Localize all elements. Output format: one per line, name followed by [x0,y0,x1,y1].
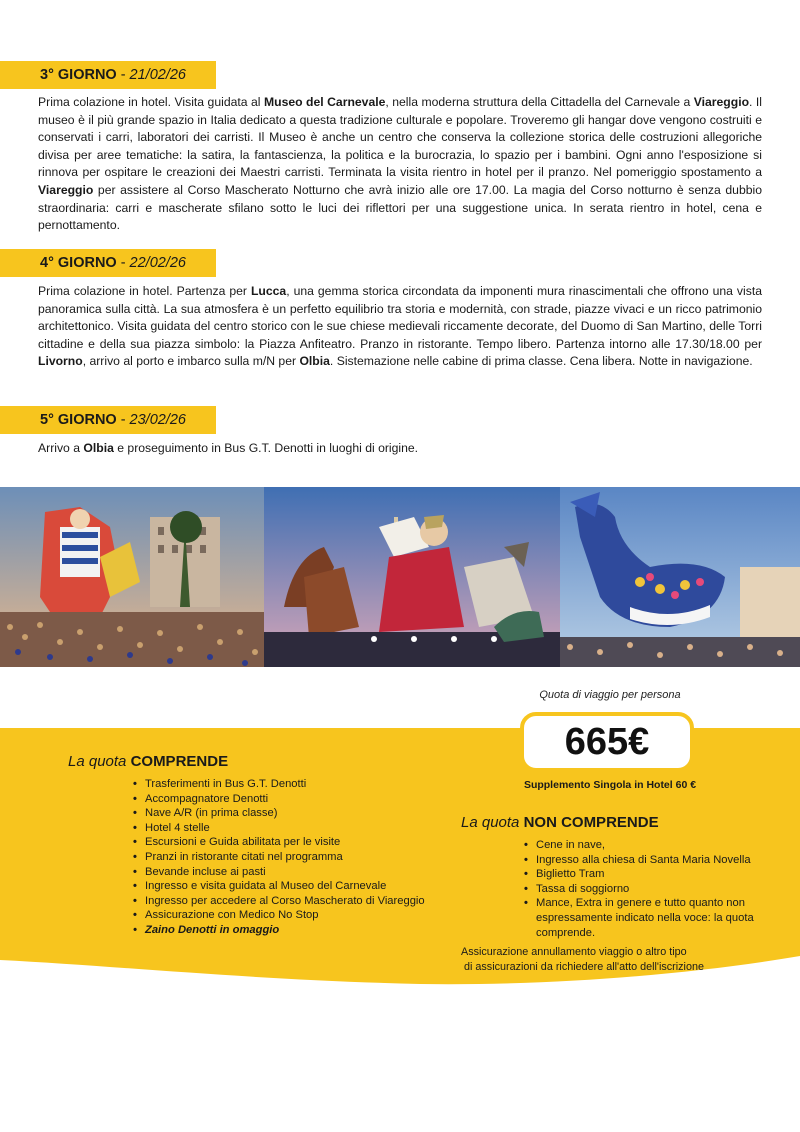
carnival-photo-3 [560,487,800,667]
insurance-note-line-2: di assicurazioni da richiedere all'atto dell'iscrizione [461,960,704,973]
list-item: • Trasferimenti in Bus G.T. Denotti [133,777,453,792]
day-5-date: 23/02/26 [129,412,186,428]
carnival-photo-strip [0,487,800,667]
insurance-note-line-1: Assicurazione annullamento viaggio o altro tipo [461,946,687,958]
list-item: • Zaino Denotti in omaggio [133,923,453,938]
single-supplement: Supplemento Singola in Hotel 60 € [523,779,697,791]
price-amount-box [520,712,694,772]
list-item: • Ingresso alla chiesa di Santa Maria Novella [524,853,756,868]
price-caption: Quota di viaggio per persona [539,689,681,701]
day-3-date: 21/02/26 [129,67,186,83]
excludes-title: La quota NON COMPRENDE [461,814,659,831]
day-4-label: 4° GIORNO [40,255,117,271]
day-3-description: Prima colazione in hotel. Visita guidata al Museo del Carnevale, nella moderna struttura della Cittadella del Carnevale a Viareggio. Il museo è il più grande spazio in Italia dedicato a questa tradizione culturale e popolare. Troveremo gli hangar dove vengono costruiti e conservati i carri, laboratori dei carristi. Il Museo è anche un centro che conserva la collezione storica delle costruzioni allegoriche divisa per aree tematiche: la satira, la fantascienza, la politica e la burocrazia, lo spazio per i bambini. Ogni anno l'esposizione si rinnova per ospitare le creazioni dei Maestri carristi. Terminata la visita rientro in hotel per il pranzo. Nel pomeriggio spostamento a Viareggio per assistere al Corso Mascherato Notturno che avrà inizio alle ore 17.00. La magia del Corso notturno è senza dubbio straordinaria: carri e mascherate sfilano sotto le luci dei riflettori per una suggestione unica. In serata rientro in hotel, cena e pernottamento. [38,95,762,233]
day-3-header: 3° GIORNO - 21/02/26 [0,61,216,89]
includes-list [133,777,453,938]
list-item: • Biglietto Tram [524,867,756,882]
day-4-description: Prima colazione in hotel. Partenza per Lucca, una gemma storica circondata da imponenti mura rinascimentali che offrono una vista panoramica sulla città. La sua atmosfera è un perfetto equilibrio tra storia e modernità, con strade, piazze vivaci e un ricco patrimonio architettonico. Visita guidata del centro storico con le sue chiese medievali riccamente decorate, del Duomo di San Martino, delle Torri cittadine e della sua piazza simbolo: la Piazza Anfiteatro. Pranzo in ristorante. Tempo libero. Partenza intorno alle 17.30/18.00 per Livorno, arrivo al porto e imbarco sulla m/N per Olbia. Sistemazione nelle cabine di prima classe. Cena libera. Notte in navigazione. [38,284,762,369]
list-item: • Ingresso e visita guidata al Museo del Carnevale [133,879,453,894]
day-4-header: 4° GIORNO - 22/02/26 [0,249,216,277]
list-item: • Tassa di soggiorno [524,882,756,897]
carnival-photo-2 [264,487,560,667]
day-5-header: 5° GIORNO - 23/02/26 [0,406,216,434]
carnival-photo-1 [0,487,264,667]
insurance-note [461,945,704,974]
day-3-label: 3° GIORNO [40,67,117,83]
day-5-description: Arrivo a Olbia e proseguimento in Bus G.T. Denotti in luoghi di origine. [38,441,419,455]
list-item: • Assicurazione con Medico No Stop [133,908,453,923]
list-item: • Nave A/R (in prima classe) [133,806,453,821]
list-item: • Escursioni e Guida abilitata per le visite [133,835,453,850]
day-4-date: 22/02/26 [129,255,186,271]
list-item: • Cene in nave, [524,838,756,853]
list-item: • Ingresso per accedere al Corso Mascherato di Viareggio [133,894,453,909]
list-item: • Pranzi in ristorante citati nel programma [133,850,453,865]
includes-title: La quota COMPRENDE [68,753,229,770]
list-item: • Hotel 4 stelle [133,821,453,836]
list-item: • Mance, Extra in genere e tutto quanto non espressamente indicato nella voce: la quota comprende. [524,896,756,940]
list-item: • Accompagnatore Denotti [133,792,453,807]
list-item: • Bevande incluse ai pasti [133,865,453,880]
day-5-label: 5° GIORNO [40,412,117,428]
price-amount: 665€ [564,720,650,763]
excludes-list [524,838,756,940]
